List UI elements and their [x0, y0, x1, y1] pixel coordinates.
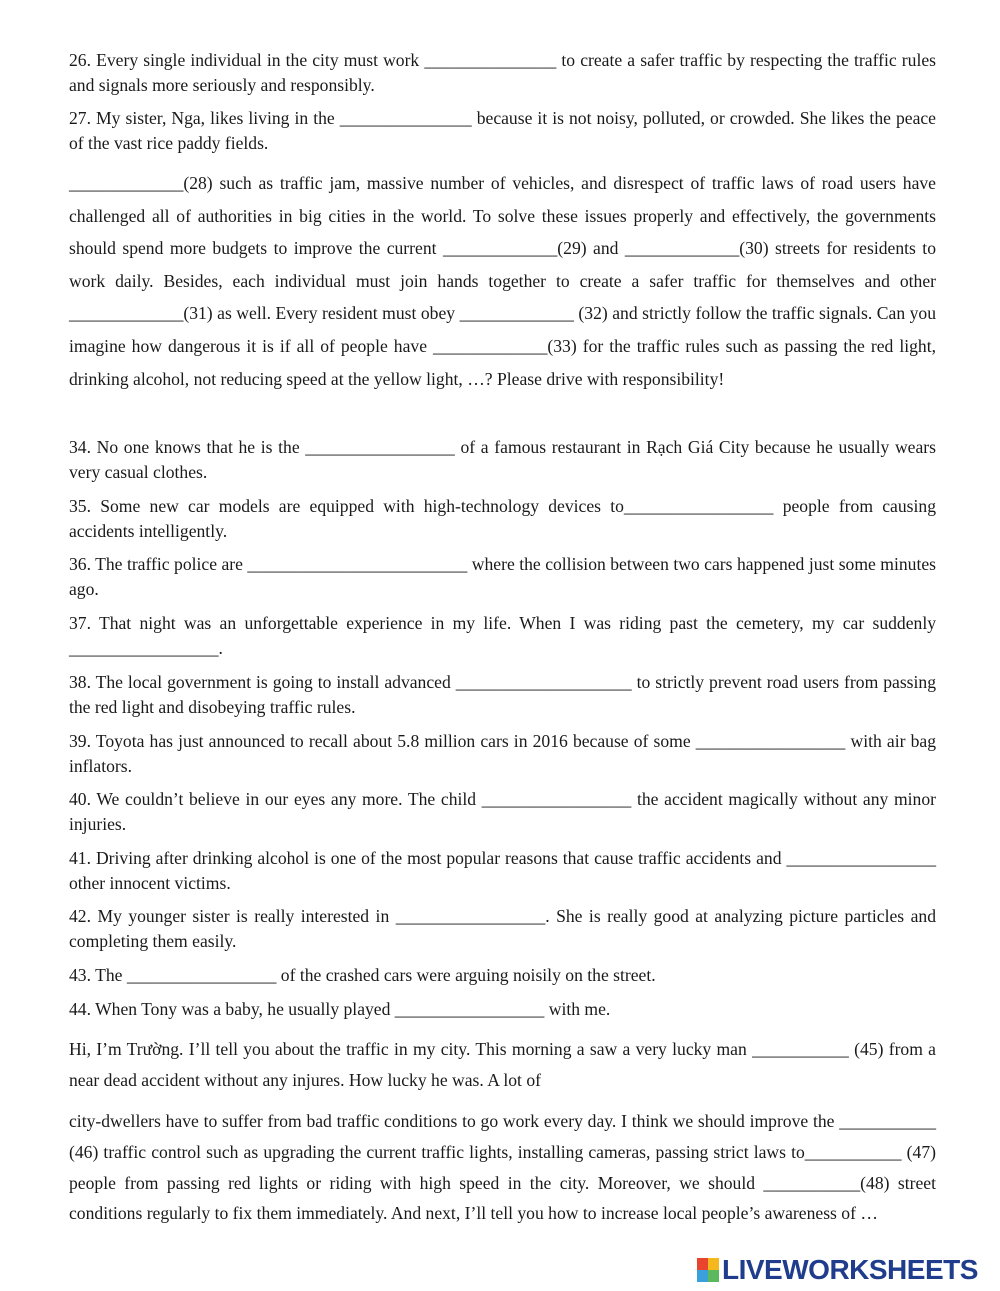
- question-39: 39. Toyota has just announced to recall about 5.8 million cars in 2016 because of some _________________ with air bag inflators.: [69, 731, 936, 776]
- passage-46-48: city-dwellers have to suffer from bad traffic conditions to go work every day. I think we should improve the ___________ (46) traffic control such as upgrading the current traffic lights, installing cameras, passing strict laws to___________ (47) people from passing red lights or riding with high speed in the city. Moreover, we should ___________(48) street conditions regularly to fix them immediately. And next, I’ll tell you how to increase local people’s awareness of …: [69, 1111, 936, 1224]
- question-41: 41. Driving after drinking alcohol is one of the most popular reasons that cause traffic accidents and _________________ other innocent victims.: [69, 848, 936, 893]
- question-42: 42. My younger sister is really interested in _________________. She is really good at analyzing picture particles and completing them easily.: [69, 906, 936, 951]
- question-35: 35. Some new car models are equipped with high-technology devices to_________________ people from causing accidents intelligently.: [69, 496, 936, 541]
- question-26: 26. Every single individual in the city must work _______________ to create a safer traffic by respecting the traffic rules and signals more seriously and responsibly.: [69, 50, 936, 95]
- passage-45-intro: Hi, I’m Trường. I’ll tell you about the traffic in my city. This morning a saw a very lucky man ___________ (45) from a near dead accident without any injures. How lucky he was. A lot of: [69, 1039, 936, 1090]
- question-44: 44. When Tony was a baby, he usually played _________________ with me.: [69, 999, 611, 1019]
- liveworksheets-logo: [697, 1255, 978, 1285]
- question-43: 43. The _________________ of the crashed cars were arguing noisily on the street.: [69, 965, 656, 985]
- passage-28-33: _____________(28) such as traffic jam, massive number of vehicles, and disrespect of traffic laws of road users have challenged all of authorities in big cities in the world. To solve these issues properly and effectively, the governments should spend more budgets to improve the current _____________(29) and _____________(30) streets for residents to work daily. Besides, each individual must join hands together to create a safer traffic for themselves and other _____________(31) as well. Every resident must obey _____________ (32) and strictly follow the traffic signals. Can you imagine how dangerous it is if all of people have _____________(33) for the traffic rules such as passing the red light, drinking alcohol, not reducing speed at the yellow light, …? Please drive with responsibility!: [69, 173, 936, 389]
- question-37: 37. That night was an unforgettable experience in my life. When I was riding past the cemetery, my car suddenly _________________.: [69, 613, 936, 658]
- question-27: 27. My sister, Nga, likes living in the _______________ because it is not noisy, polluted, or crowded. She likes the peace of the vast rice paddy fields.: [69, 108, 936, 153]
- liveworksheets-wordmark: LIVEWORKSHEETS: [722, 1254, 978, 1285]
- question-40: 40. We couldn’t believe in our eyes any more. The child _________________ the accident magically without any minor injuries.: [69, 789, 936, 834]
- liveworksheets-logo-icon: [697, 1258, 719, 1282]
- question-34: 34. No one knows that he is the _________________ of a famous restaurant in Rạch Giá City because he usually wears very casual clothes.: [69, 437, 936, 482]
- question-36: 36. The traffic police are _________________________ where the collision between two cars happened just some minutes ago.: [69, 554, 936, 599]
- question-38: 38. The local government is going to install advanced ____________________ to strictly prevent road users from passing the red light and disobeying traffic rules.: [69, 672, 936, 717]
